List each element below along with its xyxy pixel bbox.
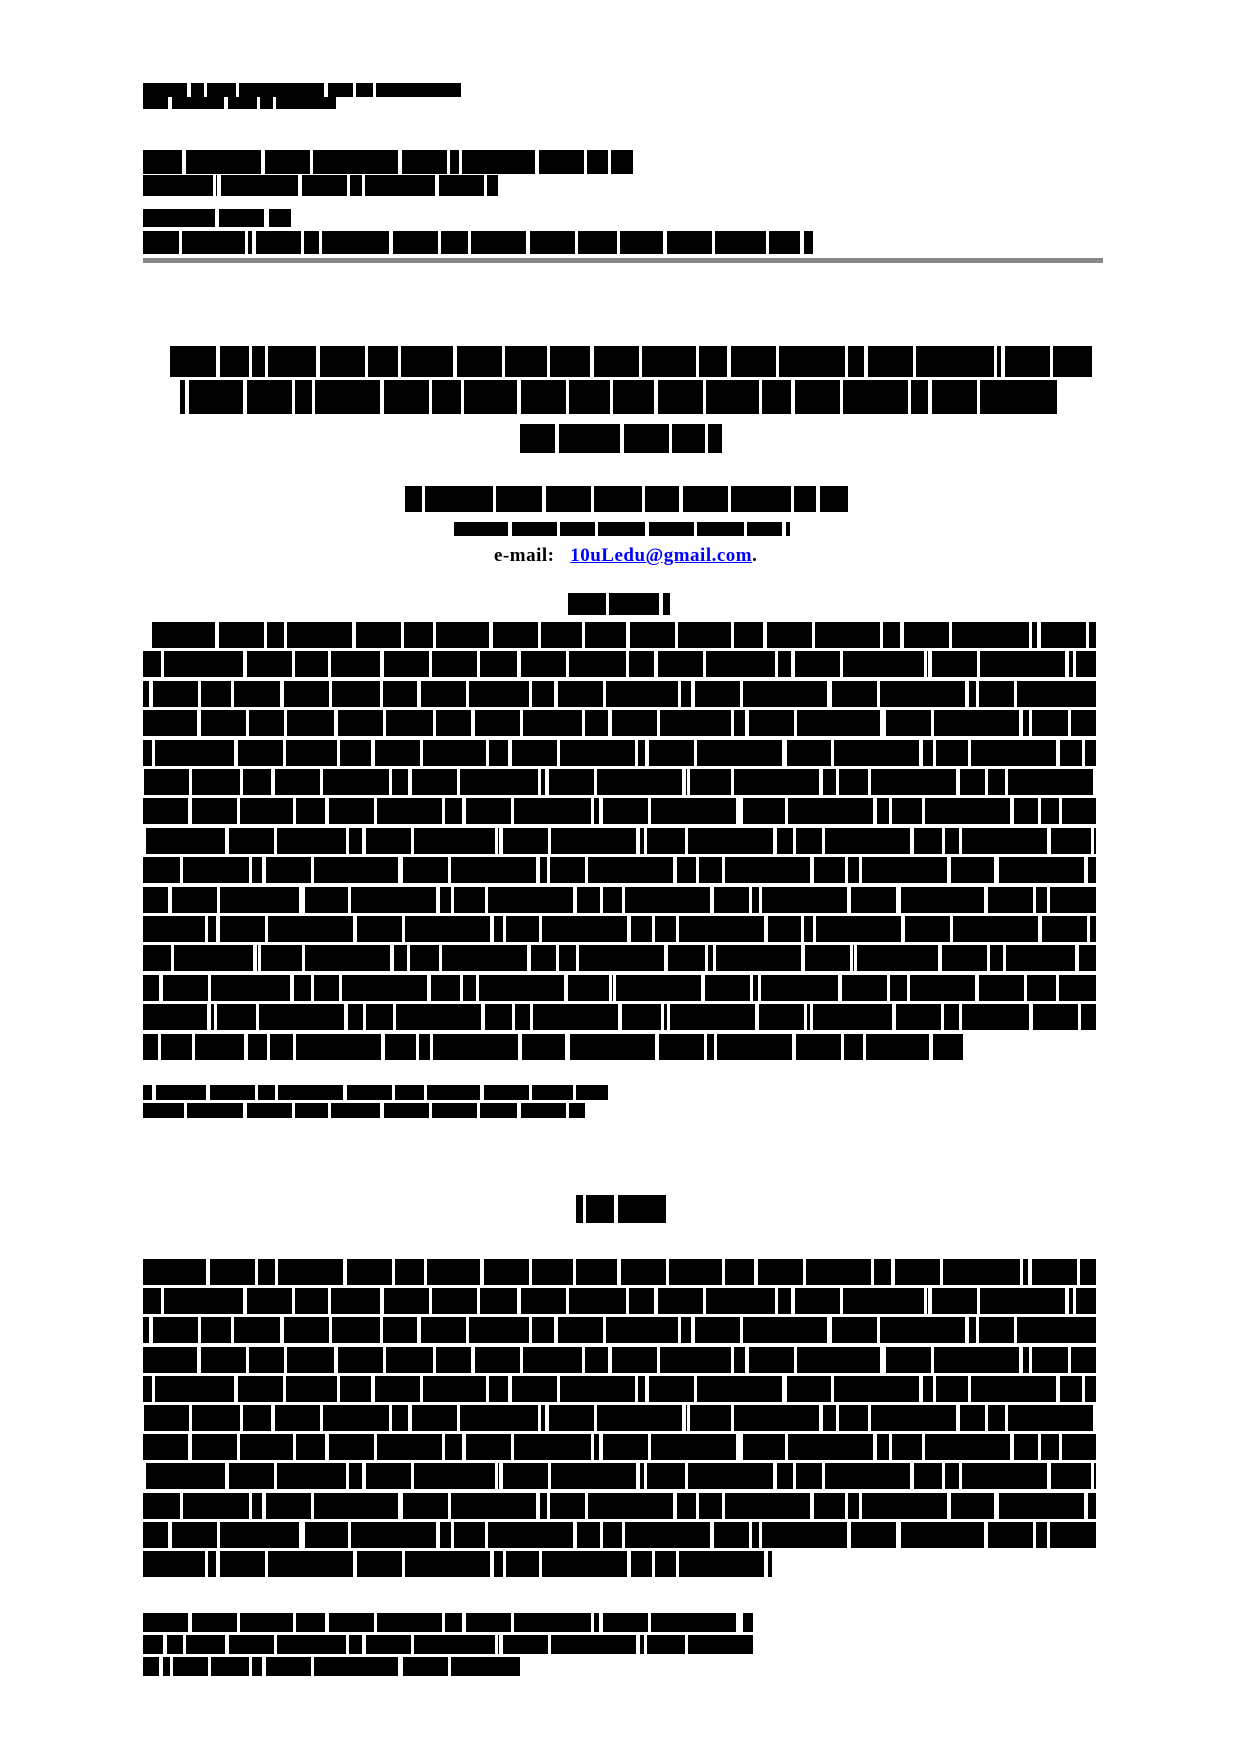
abstract-block-line bbox=[143, 975, 1096, 1001]
keywords-block-line bbox=[143, 1103, 585, 1118]
intro-block-line bbox=[143, 1463, 1096, 1489]
journal-title-line-2 bbox=[143, 97, 336, 109]
header-info-line-1 bbox=[143, 150, 633, 174]
abstract-block-line bbox=[152, 622, 1096, 648]
intro-block-line bbox=[143, 1522, 1096, 1548]
intro-block-line bbox=[143, 1376, 1096, 1402]
email-prefix-label: e-mail: bbox=[494, 545, 555, 566]
header-info-line-3 bbox=[143, 209, 291, 227]
abstract-block-line bbox=[143, 681, 1096, 707]
intro-block-line bbox=[143, 1347, 1096, 1373]
footnote-line-1 bbox=[143, 1613, 753, 1632]
abstract-block-line bbox=[143, 887, 1096, 913]
abstract-block-line bbox=[143, 828, 1096, 854]
abstract-block-line bbox=[143, 798, 1096, 824]
abstract-block-line bbox=[143, 916, 1096, 942]
journal-title-line-1 bbox=[143, 83, 464, 97]
abstract-block-line bbox=[143, 1034, 963, 1060]
paper-title-line-3 bbox=[520, 424, 722, 453]
header-info-line-2 bbox=[143, 175, 498, 196]
email-suffix: . bbox=[752, 545, 758, 566]
abstract-heading bbox=[568, 593, 670, 615]
intro-block-line bbox=[143, 1288, 1096, 1314]
abstract-block-line bbox=[143, 710, 1096, 736]
section-heading bbox=[576, 1195, 666, 1223]
abstract-block-line bbox=[143, 740, 1096, 766]
header-info-line-4 bbox=[143, 231, 813, 254]
author-line bbox=[405, 486, 848, 512]
paper-title-line-1 bbox=[170, 346, 1092, 377]
header-rule bbox=[143, 258, 1103, 263]
footnote-line-2 bbox=[143, 1635, 753, 1654]
affiliation-line bbox=[454, 522, 790, 536]
abstract-block-line bbox=[143, 769, 1096, 795]
email-line bbox=[494, 545, 757, 567]
abstract-block-line bbox=[143, 945, 1096, 971]
intro-block-line bbox=[143, 1493, 1096, 1519]
email-link[interactable]: 10uLedu@gmail.com bbox=[570, 545, 753, 566]
intro-block-line bbox=[143, 1405, 1096, 1431]
footnote-line-3 bbox=[143, 1657, 520, 1676]
intro-block-line bbox=[143, 1259, 1096, 1285]
abstract-block-line bbox=[143, 1004, 1096, 1030]
intro-block-line bbox=[143, 1551, 772, 1577]
abstract-block-line bbox=[143, 651, 1096, 677]
intro-block-line bbox=[143, 1434, 1096, 1460]
keywords-block-line bbox=[143, 1085, 608, 1100]
abstract-block-line bbox=[143, 857, 1096, 883]
intro-block-line bbox=[143, 1317, 1096, 1343]
paper-title-line-2 bbox=[180, 380, 1060, 414]
